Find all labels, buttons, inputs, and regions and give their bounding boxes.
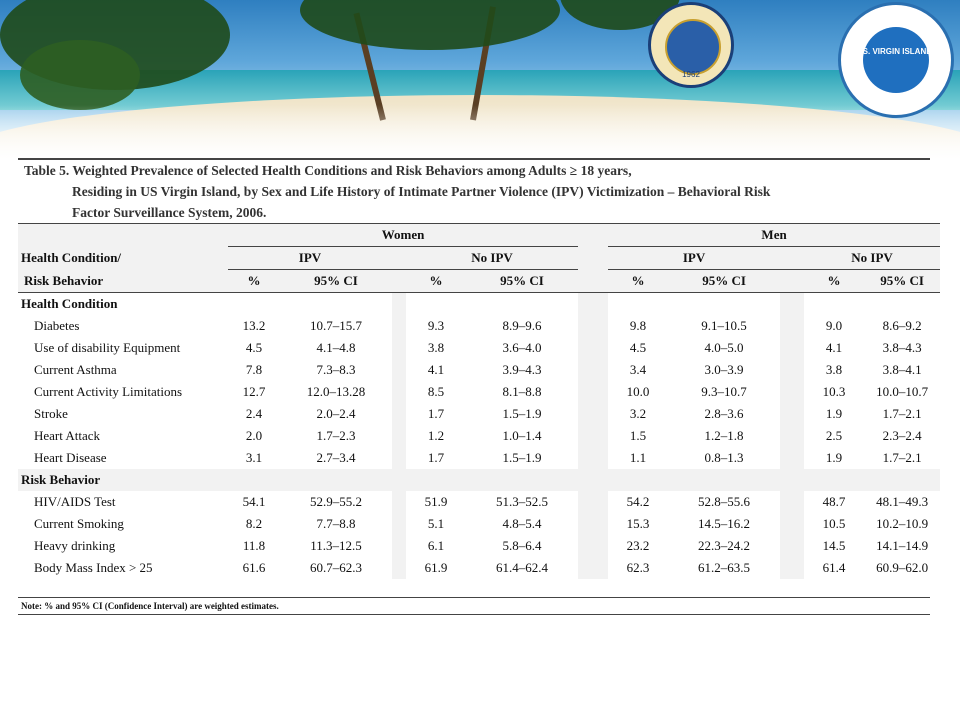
section-row-risk-behavior <box>18 469 940 491</box>
beach-banner-image <box>0 0 960 160</box>
table-row <box>18 337 940 359</box>
cell-percent: 2.5 <box>825 428 843 443</box>
row-label: Heavy drinking <box>34 538 116 553</box>
research-center-label: U.S. VIRGIN ISLANDS <box>854 47 938 56</box>
cell-ci: 4.8–5.4 <box>502 516 542 531</box>
table-row <box>18 381 940 403</box>
header-women: Women <box>228 224 578 247</box>
cell-percent: 10.0 <box>626 384 650 399</box>
cell-percent: 12.7 <box>242 384 266 399</box>
cell-percent: 1.2 <box>427 428 445 443</box>
header-women-no-ipv: No IPV <box>406 247 578 270</box>
caption-line-2: Residing in US Virgin Island, by Sex and Life History of Intimate Partner Violence (IPV) Victimization – Behavioral Risk <box>72 184 771 199</box>
table-row <box>18 491 940 513</box>
cell-percent: 14.5 <box>822 538 846 553</box>
palm-foliage <box>300 0 560 50</box>
table-caption <box>18 160 930 223</box>
cell-ci: 48.1–49.3 <box>876 494 929 509</box>
seal-year: 1962 <box>682 70 700 79</box>
caption-line-3: Factor Surveillance System, 2006. <box>72 205 267 220</box>
cell-ci: 2.0–2.4 <box>316 406 356 421</box>
cell-ci: 52.8–55.6 <box>698 494 751 509</box>
table-row <box>18 447 940 469</box>
header-row-ipv <box>18 247 940 270</box>
section-heading: Risk Behavior <box>18 469 228 491</box>
header-men-no-ipv: No IPV <box>804 247 940 270</box>
cell-percent: 3.2 <box>629 406 647 421</box>
cell-ci: 8.9–9.6 <box>502 318 542 333</box>
cell-ci: 60.9–62.0 <box>876 560 929 575</box>
cell-ci: 9.3–10.7 <box>701 384 747 399</box>
cell-ci: 11.3–12.5 <box>310 538 362 553</box>
column-header-health-condition: Health Condition/ <box>18 247 228 270</box>
header-pct: % <box>608 270 668 293</box>
cell-percent: 6.1 <box>427 538 445 553</box>
cell-percent: 1.5 <box>629 428 647 443</box>
row-label: Heart Attack <box>34 428 101 443</box>
cell-ci: 1.7–2.3 <box>316 428 356 443</box>
cell-percent: 8.2 <box>245 516 263 531</box>
caption-line-1: Table 5. Weighted Prevalence of Selected Health Conditions and Risk Behaviors among Adults ≥ 18 years, <box>24 163 632 178</box>
shrub <box>20 40 140 110</box>
cell-ci: 7.7–8.8 <box>316 516 356 531</box>
cell-ci: 3.0–3.9 <box>704 362 744 377</box>
cell-ci: 1.7–2.1 <box>882 406 922 421</box>
cell-ci: 1.7–2.1 <box>882 450 922 465</box>
cell-ci: 9.1–10.5 <box>701 318 747 333</box>
cell-ci: 3.9–4.3 <box>502 362 542 377</box>
cell-ci: 10.2–10.9 <box>876 516 929 531</box>
cell-ci: 22.3–24.2 <box>698 538 751 553</box>
cell-percent: 61.6 <box>242 560 266 575</box>
cell-percent: 15.3 <box>626 516 650 531</box>
cell-percent: 54.2 <box>626 494 650 509</box>
cell-percent: 61.4 <box>822 560 846 575</box>
table-row <box>18 425 940 447</box>
cell-ci: 8.6–9.2 <box>882 318 922 333</box>
cell-ci: 8.1–8.8 <box>502 384 542 399</box>
cell-percent: 1.9 <box>825 406 843 421</box>
cell-percent: 48.7 <box>822 494 846 509</box>
research-center-logo <box>838 2 954 118</box>
cell-percent: 62.3 <box>626 560 650 575</box>
cell-percent: 1.7 <box>427 450 445 465</box>
cell-percent: 7.8 <box>245 362 263 377</box>
table-row <box>18 315 940 337</box>
header-men: Men <box>608 224 940 247</box>
cell-ci: 10.7–15.7 <box>310 318 362 333</box>
cell-percent: 2.0 <box>245 428 263 443</box>
cell-ci: 2.3–2.4 <box>882 428 922 443</box>
cell-ci: 14.5–16.2 <box>698 516 751 531</box>
cell-ci: 4.1–4.8 <box>316 340 356 355</box>
header-ci: 95% CI <box>668 270 780 293</box>
row-label: Heart Disease <box>34 450 107 465</box>
table-note: Note: % and 95% CI (Confidence Interval) are weighted estimates. <box>18 597 930 615</box>
cell-percent: 54.1 <box>242 494 266 509</box>
header-pct: % <box>804 270 864 293</box>
cell-percent: 10.3 <box>822 384 846 399</box>
cell-percent: 3.4 <box>629 362 647 377</box>
cell-ci: 14.1–14.9 <box>876 538 929 553</box>
cell-percent: 3.8 <box>427 340 445 355</box>
cell-ci: 0.8–1.3 <box>704 450 744 465</box>
row-label: Body Mass Index > 25 <box>34 560 153 575</box>
cell-percent: 4.1 <box>825 340 843 355</box>
cell-ci: 1.2–1.8 <box>704 428 744 443</box>
cell-ci: 60.7–62.3 <box>310 560 362 575</box>
table-row <box>18 535 940 557</box>
banner-fade <box>0 105 960 160</box>
cell-percent: 11.8 <box>242 538 266 553</box>
cell-ci: 10.0–10.7 <box>876 384 929 399</box>
cell-percent: 4.5 <box>629 340 647 355</box>
cell-ci: 52.9–55.2 <box>310 494 362 509</box>
cell-ci: 1.5–1.9 <box>502 406 542 421</box>
cell-percent: 3.1 <box>245 450 263 465</box>
header-row-sex <box>18 224 940 247</box>
row-label: Current Activity Limitations <box>34 384 183 399</box>
cell-percent: 4.1 <box>427 362 445 377</box>
header-ci: 95% CI <box>466 270 578 293</box>
row-label: Current Asthma <box>34 362 117 377</box>
cell-ci: 3.8–4.3 <box>882 340 922 355</box>
cell-percent: 61.9 <box>424 560 448 575</box>
row-label: Stroke <box>34 406 68 421</box>
cell-ci: 1.0–1.4 <box>502 428 542 443</box>
university-seal-logo <box>648 2 734 88</box>
table-row <box>18 513 940 535</box>
header-blank <box>18 224 228 247</box>
cell-percent: 23.2 <box>626 538 650 553</box>
cell-ci: 3.6–4.0 <box>502 340 542 355</box>
cell-ci: 2.8–3.6 <box>704 406 744 421</box>
cell-ci: 4.0–5.0 <box>704 340 744 355</box>
cell-ci: 5.8–6.4 <box>502 538 542 553</box>
cell-percent: 9.8 <box>629 318 647 333</box>
column-header-risk-behavior: Risk Behavior <box>18 270 228 293</box>
header-pct: % <box>228 270 280 293</box>
cell-ci: 12.0–13.28 <box>306 384 366 399</box>
cell-percent: 10.5 <box>822 516 846 531</box>
cell-percent: 2.4 <box>245 406 263 421</box>
header-men-ipv: IPV <box>608 247 780 270</box>
cell-percent: 13.2 <box>242 318 266 333</box>
section-heading: Health Condition <box>21 296 118 311</box>
table-spacer <box>18 579 930 597</box>
header-pct: % <box>406 270 466 293</box>
cell-ci: 7.3–8.3 <box>316 362 356 377</box>
table-row <box>18 557 940 579</box>
cell-ci: 2.7–3.4 <box>316 450 356 465</box>
cell-percent: 8.5 <box>427 384 445 399</box>
cell-ci: 51.3–52.5 <box>496 494 549 509</box>
cell-ci: 61.4–62.4 <box>496 560 549 575</box>
header-women-ipv: IPV <box>228 247 392 270</box>
cell-percent: 51.9 <box>424 494 448 509</box>
prevalence-table-container <box>18 158 930 615</box>
cell-percent: 9.0 <box>825 318 843 333</box>
table-row <box>18 403 940 425</box>
cell-percent: 5.1 <box>427 516 445 531</box>
cell-percent: 3.8 <box>825 362 843 377</box>
row-label: Current Smoking <box>34 516 124 531</box>
cell-ci: 3.8–4.1 <box>882 362 922 377</box>
section-row-health-condition <box>18 293 940 316</box>
row-label: Use of disability Equipment <box>34 340 181 355</box>
cell-percent: 1.7 <box>427 406 445 421</box>
cell-percent: 1.9 <box>825 450 843 465</box>
header-ci: 95% CI <box>864 270 940 293</box>
cell-percent: 9.3 <box>427 318 445 333</box>
table-row <box>18 359 940 381</box>
header-row-stats <box>18 270 940 293</box>
cell-ci: 61.2–63.5 <box>698 560 751 575</box>
cell-ci: 1.5–1.9 <box>502 450 542 465</box>
prevalence-table <box>18 223 940 579</box>
header-ci: 95% CI <box>280 270 392 293</box>
row-label: HIV/AIDS Test <box>34 494 116 509</box>
cell-percent: 1.1 <box>629 450 647 465</box>
cell-percent: 4.5 <box>245 340 263 355</box>
row-label: Diabetes <box>34 318 80 333</box>
